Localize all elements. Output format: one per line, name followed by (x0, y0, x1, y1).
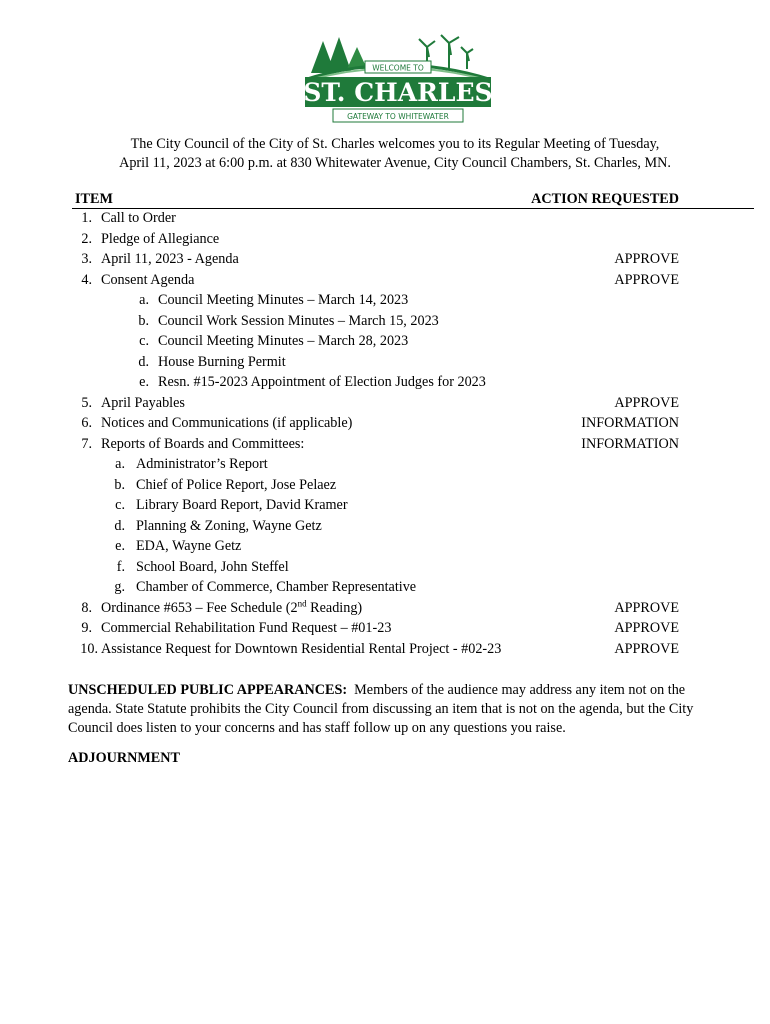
city-logo (303, 33, 493, 125)
agenda-subitem (0, 374, 770, 394)
agenda-item (0, 395, 770, 415)
item-column-header: ITEM (75, 191, 113, 207)
agenda-subitem (0, 497, 770, 517)
item-letter: e. (115, 538, 125, 554)
item-number: 7. (81, 435, 92, 452)
item-text: Council Work Session Minutes – March 15, 2023 (158, 312, 439, 329)
item-text: Planning & Zoning, Wayne Getz (136, 517, 322, 534)
agenda-item (0, 210, 770, 230)
item-letter: d. (138, 353, 149, 370)
adjournment: ADJOURNMENT (68, 750, 180, 766)
agenda-item (0, 436, 770, 456)
ordinal-suffix: nd (297, 597, 307, 608)
public-appearances-body: Members of the audience may address any item not on the agenda. State Statute prohibits the City Council from discussing an item that is not on the agenda, but the City Council does listen to your concerns and has staff follow up on any questions you raise. (68, 682, 694, 736)
item-letter: d. (114, 517, 125, 534)
item-text (101, 597, 363, 617)
item-number: 10. (80, 640, 98, 657)
item-action: APPROVE (614, 271, 679, 288)
item-text: Commercial Rehabilitation Fund Request – #01-23 (101, 620, 392, 636)
item-text-main: Ordinance #653 – Fee Schedule (2 (101, 599, 298, 616)
item-action: APPROVE (614, 599, 679, 616)
intro-line-2: April 11, 2023 at 6:00 p.m. at 830 Whitewater Avenue, City Council Chambers, St. Charles, MN. (119, 155, 671, 171)
item-text: House Burning Permit (158, 353, 286, 370)
item-text: Assistance Request for Downtown Residential Rental Project - #02-23 (101, 640, 502, 657)
agenda-subitem (0, 333, 770, 353)
logo-city-text: ST. CHARLES (303, 78, 493, 107)
agenda-item (0, 415, 770, 435)
item-action: APPROVE (614, 394, 679, 411)
item-action: APPROVE (614, 640, 679, 657)
item-text: Council Meeting Minutes – March 14, 2023 (158, 292, 409, 308)
item-text: Resn. #15-2023 Appointment of Election Judges for 2023 (158, 374, 486, 390)
item-letter: f. (116, 558, 125, 575)
action-column-header: ACTION REQUESTED (531, 191, 679, 207)
agenda-subitem (0, 354, 770, 374)
agenda-item (0, 251, 770, 271)
item-text: Reports of Boards and Committees: (101, 435, 305, 452)
item-text: Call to Order (101, 210, 176, 226)
logo-tagline-text: GATEWAY TO WHITEWATER (347, 112, 449, 121)
item-number: 6. (81, 415, 92, 431)
item-text: Chief of Police Report, Jose Pelaez (136, 476, 337, 493)
item-text: EDA, Wayne Getz (136, 538, 242, 554)
item-letter: b. (138, 312, 149, 329)
header-divider (72, 208, 754, 209)
item-text: Notices and Communications (if applicable) (101, 415, 353, 431)
logo-welcome-text: WELCOME TO (372, 63, 424, 73)
agenda-subitem (0, 456, 770, 476)
item-text: Administrator’s Report (136, 456, 268, 472)
item-letter: e. (139, 374, 149, 390)
agenda-subitem (0, 559, 770, 579)
agenda-subitem (0, 477, 770, 497)
item-letter: a. (115, 456, 125, 472)
item-text: Council Meeting Minutes – March 28, 2023 (158, 333, 409, 349)
agenda-subitem (0, 538, 770, 558)
item-action: INFORMATION (581, 415, 679, 431)
item-text: Library Board Report, David Kramer (136, 497, 348, 513)
item-letter: c. (115, 497, 125, 513)
agenda-item (0, 231, 770, 251)
item-letter: c. (139, 333, 149, 349)
item-number: 2. (81, 230, 92, 247)
meeting-intro (0, 135, 770, 173)
item-text-rest: Reading) (306, 599, 363, 616)
item-number: 5. (81, 394, 92, 411)
item-text: April Payables (101, 394, 185, 411)
agenda-subitem (0, 292, 770, 312)
intro-line-1: The City Council of the City of St. Charles welcomes you to its Regular Meeting of Tuesday, (130, 136, 660, 152)
agenda-subitem (0, 518, 770, 538)
agenda-subitem (0, 313, 770, 333)
item-action: INFORMATION (581, 435, 679, 452)
item-text: School Board, John Steffel (136, 558, 289, 575)
item-number: 8. (81, 599, 92, 616)
item-number: 3. (81, 251, 92, 267)
item-number: 4. (81, 271, 92, 288)
agenda-item (0, 620, 770, 640)
item-letter: a. (139, 292, 149, 308)
item-letter: b. (114, 476, 125, 493)
agenda-subitem (0, 579, 770, 599)
agenda-item (0, 272, 770, 292)
item-text: April 11, 2023 - Agenda (101, 251, 239, 267)
agenda-item (0, 641, 770, 661)
item-number: 9. (81, 620, 92, 636)
agenda-item (0, 597, 770, 620)
public-appearances (68, 681, 718, 738)
public-appearances-heading: UNSCHEDULED PUBLIC APPEARANCES: (68, 682, 348, 698)
item-letter: g. (114, 579, 125, 595)
item-text: Consent Agenda (101, 271, 195, 288)
item-text: Pledge of Allegiance (101, 230, 220, 247)
item-number: 1. (81, 210, 92, 226)
item-action: APPROVE (614, 620, 679, 636)
item-text: Chamber of Commerce, Chamber Representative (136, 579, 417, 595)
item-action: APPROVE (614, 251, 679, 267)
